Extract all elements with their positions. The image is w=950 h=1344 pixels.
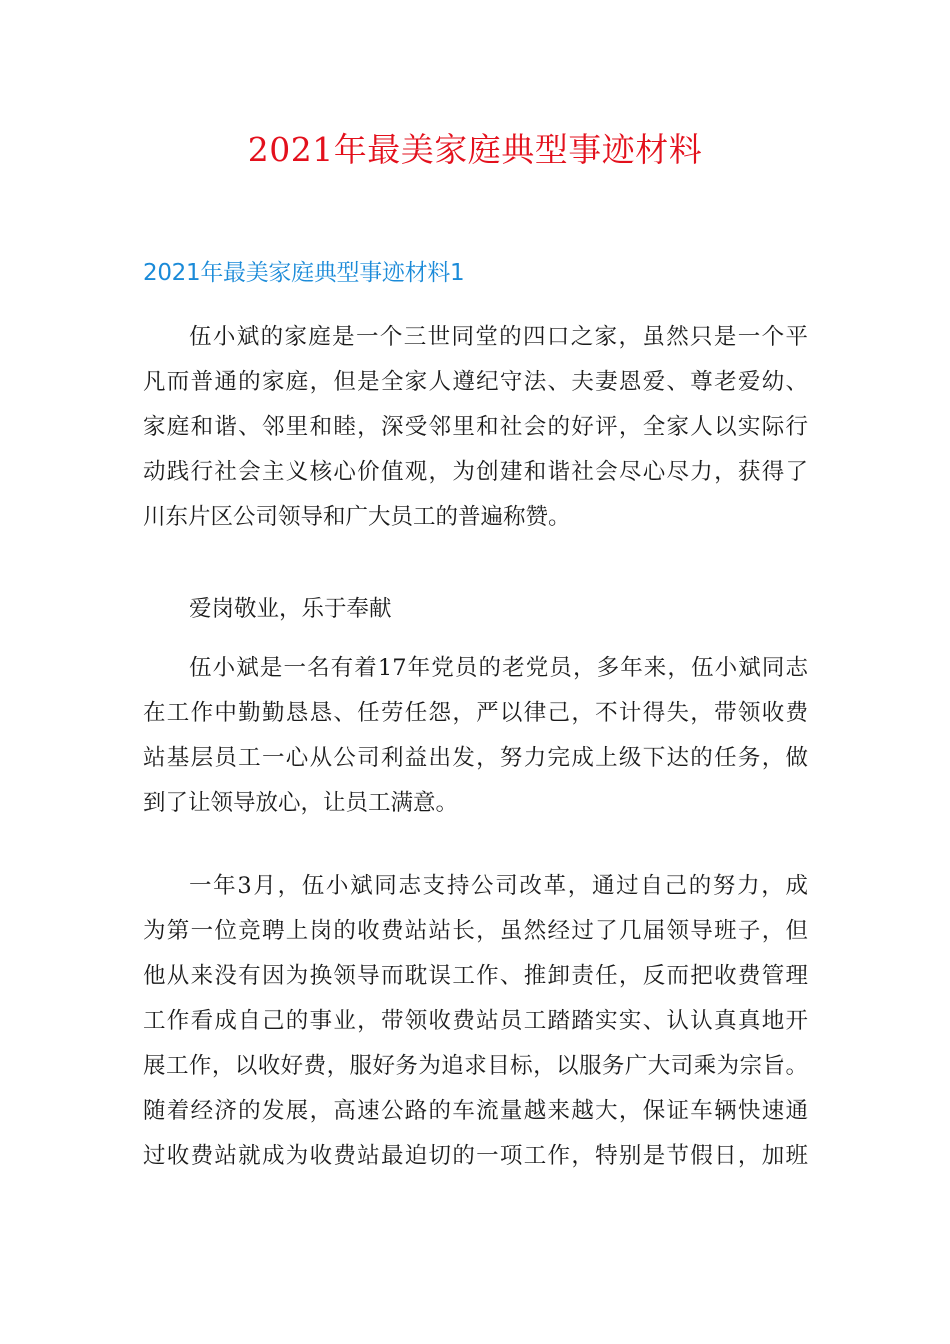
- subheading-line: 爱岗敬业，乐于奉献: [189, 596, 392, 622]
- paragraph-subheading: [143, 587, 808, 632]
- paragraph-line: 他从来没有因为换领导而耽误工作、推卸责任，反而把收费管理: [143, 963, 808, 989]
- paragraph-line: 一年3月，伍小斌同志支持公司改革，通过自己的努力，成: [189, 873, 808, 899]
- paragraph-line: 伍小斌是一名有着17年党员的老党员，多年来，伍小斌同志: [189, 655, 808, 681]
- paragraph-line: 随着经济的发展，高速公路的车流量越来越大，保证车辆快速通: [143, 1098, 808, 1124]
- paragraph-toll-station: [143, 864, 808, 1179]
- paragraph-line: 家庭和谐、邻里和睦，深受邻里和社会的好评，全家人以实际行: [143, 414, 808, 440]
- paragraph-line: 动践行社会主义核心价值观，为创建和谐社会尽心尽力，获得了: [143, 459, 808, 485]
- paragraph-line: 工作看成自己的事业，带领收费站员工踏踏实实、认认真真地开: [143, 1008, 808, 1034]
- paragraph-family-intro: [143, 315, 808, 540]
- paragraph-line: 在工作中勤勤恳恳、任劳任怨，严以律己，不计得失，带领收费: [143, 700, 808, 726]
- paragraph-line: 展工作，以收好费，服好务为追求目标，以服务广大司乘为宗旨。: [143, 1053, 808, 1079]
- paragraph-line: 凡而普通的家庭，但是全家人遵纪守法、夫妻恩爱、尊老爱幼、: [143, 369, 808, 395]
- paragraph-party-member: [143, 646, 808, 826]
- paragraph-line: 过收费站就成为收费站最迫切的一项工作，特别是节假日，加班: [143, 1143, 808, 1169]
- paragraph-line: 伍小斌的家庭是一个三世同堂的四口之家，虽然只是一个平: [189, 324, 808, 350]
- paragraph-line: 川东片区公司领导和广大员工的普遍称赞。: [143, 504, 571, 530]
- paragraph-line: 站基层员工一心从公司利益出发，努力完成上级下达的任务，做: [143, 745, 808, 771]
- paragraph-line: 到了让领导放心，让员工满意。: [143, 790, 459, 816]
- paragraph-line: 为第一位竞聘上岗的收费站站长，虽然经过了几届领导班子，但: [143, 918, 808, 944]
- section-heading: 2021年最美家庭典型事迹材料1: [143, 260, 465, 286]
- document-title: 2021年最美家庭典型事迹材料: [247, 130, 703, 169]
